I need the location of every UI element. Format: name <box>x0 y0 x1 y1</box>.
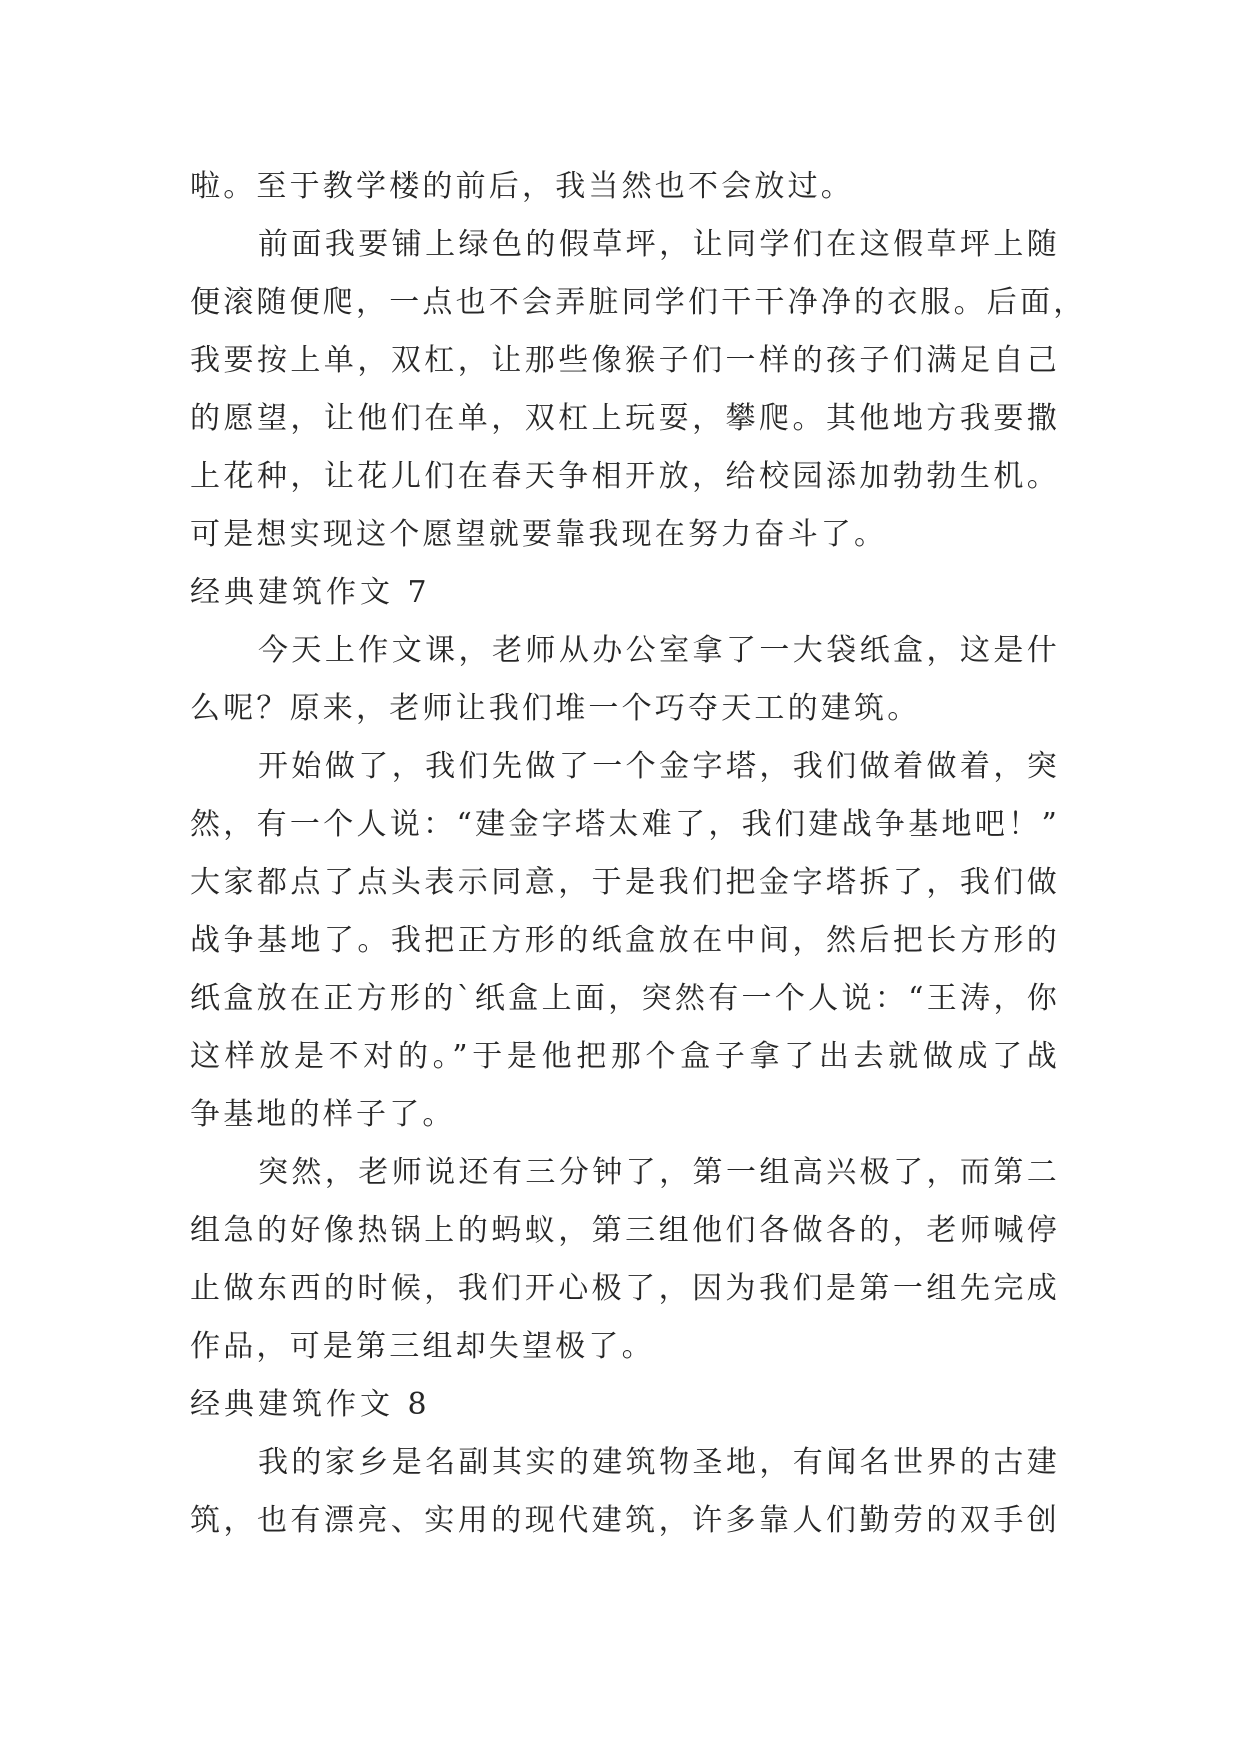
section-heading: 经典建筑作文 8 <box>190 1387 431 1422</box>
text-line: 争基地的样子了。 <box>190 1097 456 1132</box>
text-line: 开始做了，我们先做了一个金字塔，我们做着做着，突 <box>258 749 1060 784</box>
text-line: 可是想实现这个愿望就要靠我现在努力奋斗了。 <box>190 517 888 552</box>
text-line: 么呢？原来，老师让我们堆一个巧夺天工的建筑。 <box>190 691 921 726</box>
text-line: 便滚随便爬，一点也不会弄脏同学们干干净净的衣服。后面， <box>190 285 1087 320</box>
text-line: 前面我要铺上绿色的假草坪，让同学们在这假草坪上随 <box>258 227 1060 262</box>
text-line: 组急的好像热锅上的蚂蚁，第三组他们各做各的，老师喊停 <box>190 1213 1060 1248</box>
text-line: 筑，也有漂亮、实用的现代建筑，许多靠人们勤劳的双手创 <box>190 1503 1060 1538</box>
text-line: 纸盒放在正方形的`纸盒上面，突然有一个人说：“王涛，你 <box>190 981 1060 1016</box>
text-line: 战争基地了。我把正方形的纸盒放在中间，然后把长方形的 <box>190 923 1060 958</box>
text-line: 大家都点了点头表示同意，于是我们把金字塔拆了，我们做 <box>190 865 1060 900</box>
text-line: 我要按上单，双杠，让那些像猴子们一样的孩子们满足自己 <box>190 343 1060 378</box>
text-line: 啦。至于教学楼的前后，我当然也不会放过。 <box>190 169 854 204</box>
text-line: 这样放是不对的。”于是他把那个盒子拿了出去就做成了战 <box>190 1039 1060 1074</box>
section-heading: 经典建筑作文 7 <box>190 575 431 610</box>
text-line: 上花种，让花儿们在春天争相开放，给校园添加勃勃生机。 <box>190 459 1060 494</box>
document-page <box>190 158 1087 1550</box>
text-line: 止做东西的时候，我们开心极了，因为我们是第一组先完成 <box>190 1271 1060 1306</box>
text-line: 突然，老师说还有三分钟了，第一组高兴极了，而第二 <box>258 1155 1060 1190</box>
text-line: 我的家乡是名副其实的建筑物圣地，有闻名世界的古建 <box>258 1445 1060 1480</box>
text-line: 然，有一个人说：“建金字塔太难了，我们建战争基地吧！” <box>190 807 1060 842</box>
text-line: 今天上作文课，老师从办公室拿了一大袋纸盒，这是什 <box>258 633 1060 668</box>
text-line: 作品，可是第三组却失望极了。 <box>190 1329 655 1364</box>
text-line: 的愿望，让他们在单，双杠上玩耍，攀爬。其他地方我要撒 <box>190 401 1060 436</box>
